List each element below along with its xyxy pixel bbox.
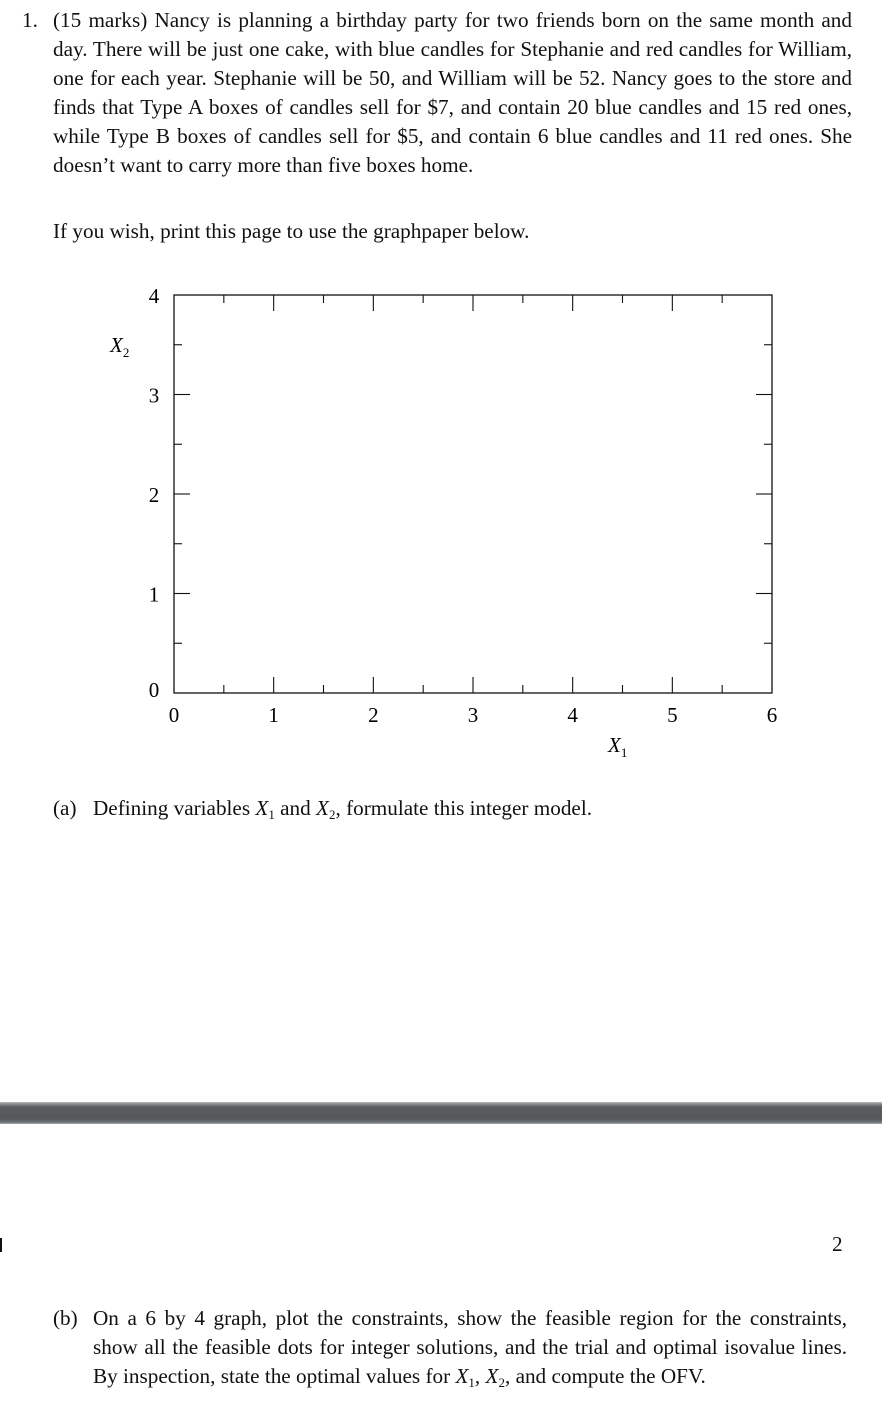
- part-b-text-1: On a 6 by 4 graph, plot the constraints, show the feasible region for the constraints, show all the feasible dots for integer solutions, and the trial and optimal isovalue lines. By inspection, state the optimal values for: [93, 1306, 847, 1388]
- x-tick-labels: [169, 703, 778, 727]
- graph-frame: [174, 295, 772, 693]
- x-axis-label: [607, 733, 627, 760]
- question-text: (15 marks) Nancy is planning a birthday party for two friends born on the same month and day. There will be just one cake, with blue candles for Stephanie and red candles for William, one for each year. Stephanie will be 50, and William will be 52. Nancy goes to the store and finds that Type A boxes of candles sell for $7, and contain 20 blue candles and 15 red ones, while Type B boxes of candles sell for $5, and contain 6 blue candles and 11 red ones. She doesn’t want to carry more than five boxes home.: [53, 8, 852, 177]
- question-block: [22, 6, 852, 180]
- y-axis-label-sub: 2: [122, 345, 130, 360]
- y-tick-label: 0: [148, 678, 160, 702]
- x-tick-label: 1: [268, 703, 279, 727]
- part-a-var-2: X: [316, 796, 329, 820]
- x-tick-label: 0: [168, 703, 180, 727]
- part-b-label: (b): [53, 1306, 78, 1330]
- page-divider: [0, 1102, 882, 1124]
- part-b-var-1-sub: 1: [468, 1375, 475, 1390]
- page-number: 2: [832, 1232, 843, 1256]
- y-axis-label: [109, 333, 129, 360]
- part-a-label: (a): [53, 796, 77, 820]
- part-b-var-1: X: [455, 1364, 469, 1388]
- print-hint: If you wish, print this page to use the graphpaper below.: [53, 219, 530, 243]
- part-b-text-2: ,: [474, 1364, 486, 1388]
- graph-paper: [100, 280, 800, 770]
- y-tick-label: 4: [148, 284, 160, 308]
- part-a-text-1: Defining variables: [93, 796, 256, 820]
- x-tick-label: 4: [567, 703, 578, 727]
- x-tick-label: 2: [368, 703, 379, 727]
- x-tick-label: 3: [467, 703, 479, 727]
- x-tick-label: 5: [667, 703, 678, 727]
- part-a: [53, 796, 592, 821]
- part-b-var-2: X: [485, 1364, 499, 1388]
- x-tick-label: 6: [766, 703, 778, 727]
- x-axis-label-main: X: [608, 733, 621, 757]
- y-tick-label: 2: [148, 483, 160, 507]
- part-a-var-2-sub: 2: [328, 807, 336, 822]
- question-number: 1.: [22, 8, 38, 32]
- y-tick-labels: [149, 284, 160, 702]
- part-a-text-2: and: [274, 796, 317, 820]
- part-b: [53, 1304, 847, 1391]
- part-b-text: [93, 1304, 847, 1391]
- part-a-var-1-sub: 1: [268, 807, 275, 822]
- part-b-text-3: , and compute the OFV.: [504, 1364, 706, 1388]
- y-axis-label-main: X: [110, 333, 123, 357]
- y-tick-label: 3: [148, 383, 160, 408]
- y-tick-label: 1: [148, 582, 160, 607]
- graph-ticks: [174, 295, 772, 693]
- margin-mark: [0, 1238, 2, 1252]
- part-a-var-1: X: [255, 796, 269, 820]
- part-a-text-3: , formulate this integer model.: [335, 796, 593, 820]
- part-b-var-2-sub: 2: [498, 1375, 505, 1390]
- x-axis-label-sub: 1: [620, 745, 628, 760]
